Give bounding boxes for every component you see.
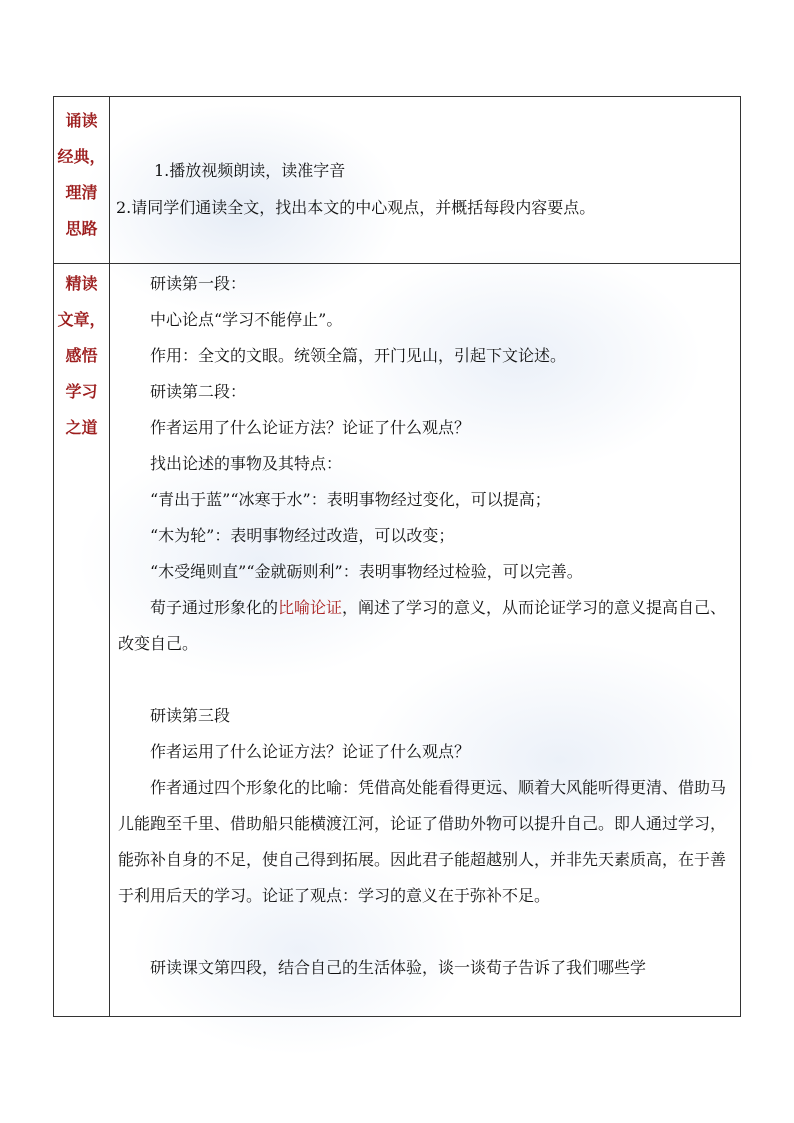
lesson-table [53,96,741,1017]
label-line: 经典， [57,147,106,166]
table-row [54,97,741,264]
label-line: 之道 [65,418,98,437]
paragraph: 研读第二段： [150,382,247,401]
text-run: 荀子通过形象化的 [150,598,279,617]
section-label [54,97,109,247]
step-line: 2.请同学们通读全文，找出本文的中心观点，并概括每段内容要点。 [116,198,596,217]
paragraph: “青出于蓝”“冰寒于水”：表明事物经过变化，可以提高； [150,490,551,509]
text-run: ，阐述了学习的意义，从而论证学习的意义提高自己、改变自己。 [118,598,727,653]
paragraph: 作者运用了什么论证方法？论证了什么观点？ [150,742,471,761]
label-line: 精读 [65,274,98,293]
section-content-cell [110,264,741,1017]
step-line: 1.播放视频朗读，读准字音 [154,161,346,180]
spacer [118,662,732,698]
label-line: 思路 [65,219,98,238]
label-line: 理清 [65,183,98,202]
label-line: 学习 [65,382,98,401]
label-line: 诵读 [65,111,98,130]
section-content-cell [110,97,741,264]
paragraph: 中心论点“学习不能停止”。 [150,310,343,329]
section-label-cell [54,97,110,264]
paragraph: 作用：全文的文眼。统领全篇，开门见山，引起下文论述。 [150,346,567,365]
highlight-term: 比喻论证 [278,598,343,617]
section-content [110,264,740,986]
section-label [54,264,109,446]
spacer [118,914,732,950]
paragraph: 作者运用了什么论证方法？论证了什么观点？ [150,418,471,437]
paragraph: “木受绳则直”“金就砺则利”：表明事物经过检验，可以完善。 [150,562,583,581]
paragraph: 找出论述的事物及其特点： [150,454,343,473]
section-label-cell [54,264,110,1017]
paragraph: 研读第一段： [150,274,247,293]
label-line: 感悟 [65,346,98,365]
paragraph: “木为轮”：表明事物经过改造，可以改变； [150,526,455,545]
paragraph: 研读第三段 [150,706,231,725]
label-line: 文章， [57,310,106,329]
paragraph: 研读课文第四段，结合自己的生活体验，谈一谈荀子告诉了我们哪些学 [150,958,647,977]
paragraph [118,590,732,662]
section-content [110,97,740,226]
table-row [54,264,741,1017]
paragraph: 作者通过四个形象化的比喻：凭借高处能看得更远、顺着大风能听得更清、借助马儿能跑至千里、借助船只能横渡江河，论证了借助外物可以提升自己。即人通过学习，能弥补自身的不足，使自己得到拓展。因此君子能超越别人，并非先天素质高，在于善于利用后天的学习。论证了观点：学习的意义在于弥补不足。 [118,778,727,905]
